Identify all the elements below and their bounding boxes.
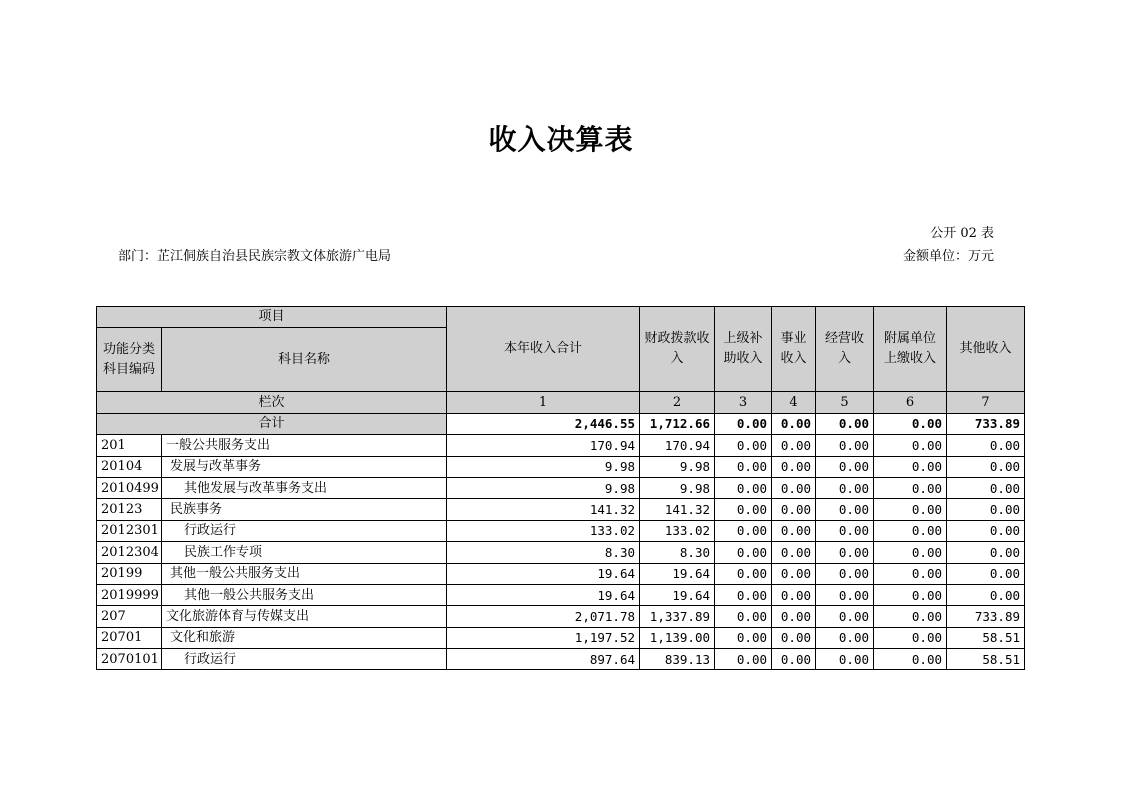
subject-code: 2012304 xyxy=(97,542,162,563)
lanci-num: 6 xyxy=(874,392,947,413)
table-row xyxy=(97,520,1025,541)
header-row-project xyxy=(97,307,1025,328)
amount-cell: 0.00 xyxy=(715,584,772,605)
header-business-income: 事业收入 xyxy=(772,307,816,392)
amount-cell: 0.00 xyxy=(715,649,772,670)
subject-name: 文化旅游体育与传媒支出 xyxy=(162,606,447,627)
header-project: 项目 xyxy=(97,307,447,328)
header-affiliated-income: 附属单位上缴收入 xyxy=(874,307,947,392)
subject-name: 民族工作专项 xyxy=(162,542,447,563)
amount-cell: 58.51 xyxy=(947,649,1025,670)
subject-code: 207 xyxy=(97,606,162,627)
amount-cell: 0.00 xyxy=(874,563,947,584)
page-title: 收入决算表 xyxy=(488,123,634,156)
amount-cell: 141.32 xyxy=(640,499,715,520)
amount-cell: 0.00 xyxy=(772,606,816,627)
department-label: 部门：芷江侗族自治县民族宗教文体旅游广电局 xyxy=(118,249,392,264)
subject-code: 2019999 xyxy=(97,584,162,605)
amount-cell: 0.00 xyxy=(772,520,816,541)
subject-code: 20123 xyxy=(97,499,162,520)
amount-cell: 0.00 xyxy=(816,456,874,477)
amount-cell: 0.00 xyxy=(715,627,772,648)
form-number: 公开 02 表 xyxy=(930,226,994,241)
amount-cell: 0.00 xyxy=(772,627,816,648)
subject-name: 行政运行 xyxy=(162,520,447,541)
total-value: 0.00 xyxy=(772,413,816,434)
amount-cell: 0.00 xyxy=(715,456,772,477)
subject-code: 20199 xyxy=(97,563,162,584)
amount-cell: 0.00 xyxy=(772,649,816,670)
amount-unit-label: 金额单位：万元 xyxy=(902,249,994,264)
lanci-num: 3 xyxy=(715,392,772,413)
amount-cell: 0.00 xyxy=(874,584,947,605)
subject-code: 20104 xyxy=(97,456,162,477)
amount-cell: 0.00 xyxy=(816,520,874,541)
amount-cell: 733.89 xyxy=(947,606,1025,627)
amount-cell: 0.00 xyxy=(947,435,1025,456)
total-value: 1,712.66 xyxy=(640,413,715,434)
amount-cell: 0.00 xyxy=(947,542,1025,563)
amount-cell: 0.00 xyxy=(816,542,874,563)
amount-cell: 133.02 xyxy=(447,520,640,541)
amount-cell: 133.02 xyxy=(640,520,715,541)
total-value: 2,446.55 xyxy=(447,413,640,434)
subject-code: 20701 xyxy=(97,627,162,648)
subject-name: 其他一般公共服务支出 xyxy=(162,584,447,605)
header-subject-name: 科目名称 xyxy=(162,328,447,392)
total-value: 0.00 xyxy=(715,413,772,434)
header-total-income: 本年收入合计 xyxy=(447,307,640,392)
amount-cell: 839.13 xyxy=(640,649,715,670)
amount-cell: 0.00 xyxy=(816,649,874,670)
amount-cell: 0.00 xyxy=(715,542,772,563)
table-row xyxy=(97,477,1025,498)
amount-cell: 0.00 xyxy=(816,499,874,520)
header-lanci: 栏次 xyxy=(97,392,447,413)
subject-name: 其他一般公共服务支出 xyxy=(162,563,447,584)
amount-cell: 0.00 xyxy=(816,627,874,648)
amount-cell: 19.64 xyxy=(447,584,640,605)
amount-cell: 8.30 xyxy=(447,542,640,563)
subject-name: 民族事务 xyxy=(162,499,447,520)
amount-cell: 9.98 xyxy=(447,456,640,477)
amount-cell: 0.00 xyxy=(715,435,772,456)
amount-cell: 0.00 xyxy=(947,563,1025,584)
income-table xyxy=(96,306,1025,670)
amount-cell: 0.00 xyxy=(947,477,1025,498)
lanci-num: 4 xyxy=(772,392,816,413)
amount-cell: 9.98 xyxy=(640,456,715,477)
table-row xyxy=(97,649,1025,670)
amount-cell: 9.98 xyxy=(447,477,640,498)
header-subject-code: 功能分类科目编码 xyxy=(97,328,162,392)
amount-cell: 1,337.89 xyxy=(640,606,715,627)
amount-cell: 0.00 xyxy=(874,606,947,627)
amount-cell: 0.00 xyxy=(715,606,772,627)
header-superior-subsidy: 上级补助收入 xyxy=(715,307,772,392)
amount-cell: 19.64 xyxy=(447,563,640,584)
amount-cell: 2,071.78 xyxy=(447,606,640,627)
amount-cell: 0.00 xyxy=(715,520,772,541)
amount-cell: 0.00 xyxy=(816,563,874,584)
amount-cell: 0.00 xyxy=(874,477,947,498)
total-value: 0.00 xyxy=(874,413,947,434)
subject-name: 一般公共服务支出 xyxy=(162,435,447,456)
subject-code: 2070101 xyxy=(97,649,162,670)
amount-cell: 0.00 xyxy=(816,584,874,605)
amount-cell: 141.32 xyxy=(447,499,640,520)
amount-cell: 0.00 xyxy=(772,542,816,563)
table-row xyxy=(97,499,1025,520)
total-value: 0.00 xyxy=(816,413,874,434)
total-row xyxy=(97,413,1025,434)
header-operating-income: 经营收入 xyxy=(816,307,874,392)
amount-cell: 0.00 xyxy=(772,477,816,498)
header-row-lanci xyxy=(97,392,1025,413)
amount-cell: 0.00 xyxy=(772,584,816,605)
amount-cell: 58.51 xyxy=(947,627,1025,648)
amount-cell: 0.00 xyxy=(947,499,1025,520)
header-fiscal-appropriation: 财政拨款收入 xyxy=(640,307,715,392)
amount-cell: 0.00 xyxy=(772,499,816,520)
table-row xyxy=(97,456,1025,477)
amount-cell: 170.94 xyxy=(447,435,640,456)
subject-code: 201 xyxy=(97,435,162,456)
table-row xyxy=(97,563,1025,584)
amount-cell: 19.64 xyxy=(640,563,715,584)
table-row xyxy=(97,435,1025,456)
amount-cell: 0.00 xyxy=(874,499,947,520)
table-row xyxy=(97,584,1025,605)
amount-cell: 1,197.52 xyxy=(447,627,640,648)
amount-cell: 897.64 xyxy=(447,649,640,670)
subject-name: 文化和旅游 xyxy=(162,627,447,648)
lanci-num: 1 xyxy=(447,392,640,413)
amount-cell: 0.00 xyxy=(874,627,947,648)
subject-name: 其他发展与改革事务支出 xyxy=(162,477,447,498)
subject-code: 2012301 xyxy=(97,520,162,541)
amount-cell: 0.00 xyxy=(947,456,1025,477)
amount-cell: 0.00 xyxy=(715,563,772,584)
subject-name: 发展与改革事务 xyxy=(162,456,447,477)
lanci-num: 7 xyxy=(947,392,1025,413)
total-value: 733.89 xyxy=(947,413,1025,434)
table-row xyxy=(97,606,1025,627)
amount-cell: 0.00 xyxy=(715,499,772,520)
amount-cell: 0.00 xyxy=(816,435,874,456)
amount-cell: 0.00 xyxy=(816,606,874,627)
lanci-num: 2 xyxy=(640,392,715,413)
amount-cell: 0.00 xyxy=(874,542,947,563)
table-row xyxy=(97,542,1025,563)
amount-cell: 8.30 xyxy=(640,542,715,563)
amount-cell: 0.00 xyxy=(874,456,947,477)
table-row xyxy=(97,627,1025,648)
amount-cell: 0.00 xyxy=(816,477,874,498)
amount-cell: 0.00 xyxy=(772,435,816,456)
amount-cell: 170.94 xyxy=(640,435,715,456)
subject-code: 2010499 xyxy=(97,477,162,498)
amount-cell: 0.00 xyxy=(772,456,816,477)
amount-cell: 0.00 xyxy=(772,563,816,584)
amount-cell: 0.00 xyxy=(874,520,947,541)
subject-name: 行政运行 xyxy=(162,649,447,670)
total-label: 合计 xyxy=(97,413,447,434)
amount-cell: 0.00 xyxy=(874,435,947,456)
amount-cell: 19.64 xyxy=(640,584,715,605)
amount-cell: 0.00 xyxy=(715,477,772,498)
amount-cell: 9.98 xyxy=(640,477,715,498)
header-other-income: 其他收入 xyxy=(947,307,1025,392)
lanci-num: 5 xyxy=(816,392,874,413)
amount-cell: 0.00 xyxy=(947,520,1025,541)
amount-cell: 1,139.00 xyxy=(640,627,715,648)
amount-cell: 0.00 xyxy=(947,584,1025,605)
amount-cell: 0.00 xyxy=(874,649,947,670)
